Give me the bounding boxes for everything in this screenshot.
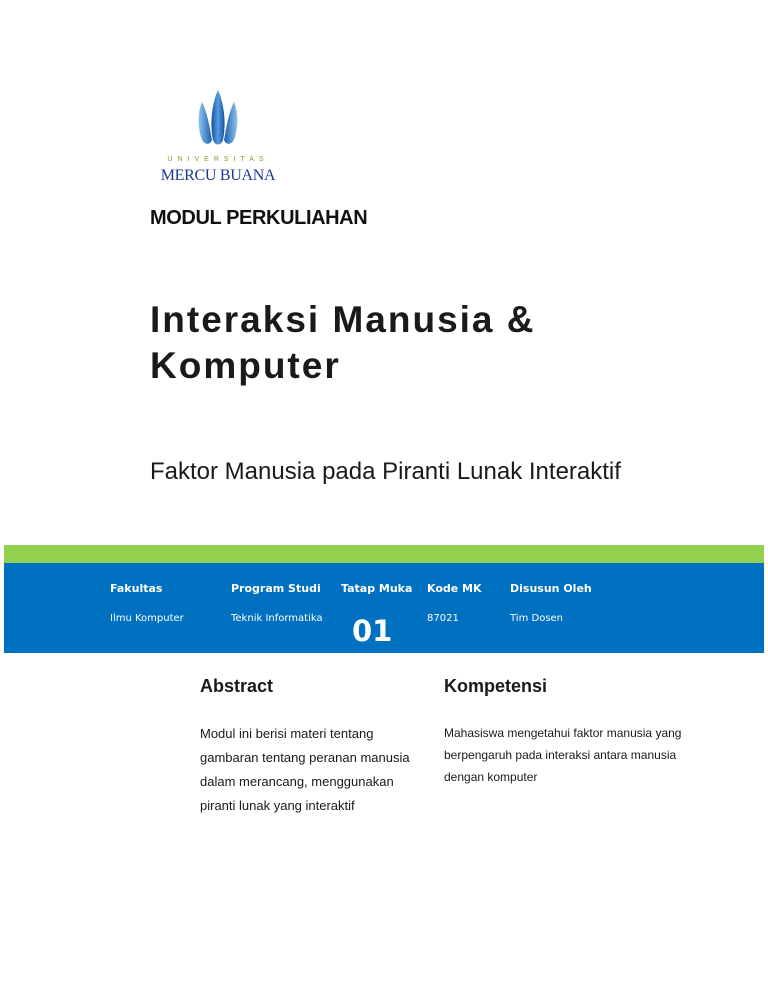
disusun-oleh-value: Tim Dosen (510, 613, 564, 624)
kompetensi-heading: Kompetensi (444, 676, 548, 696)
kode-mk-header: Kode MK (427, 582, 482, 595)
logo-university-name: MERCU BUANA (160, 167, 276, 184)
tatap-muka-header: Tatap Muka (341, 582, 413, 595)
tatap-muka-value: 01 (352, 614, 393, 648)
page-subtitle: Faktor Manusia pada Piranti Lunak Interaktif (150, 458, 621, 485)
green-accent-bar (4, 545, 764, 563)
module-label: MODUL PERKULIAHAN (150, 207, 368, 229)
fakultas-value: Ilmu Komputer (110, 613, 184, 624)
logo-university-label: UNIVERSITAS (167, 156, 269, 163)
abstract-text: Modul ini berisi materi tentang gambaran tentang peranan manusia dalam merancang, menggunakan piranti lunak yang interaktif (200, 726, 410, 813)
kompetensi-text: Mahasiswa mengetahui faktor manusia yang berpengaruh pada interaksi antara manusia dengan komputer (444, 726, 682, 784)
program-studi-value: Teknik Informatika (231, 613, 323, 624)
abstract-heading: Abstract (200, 676, 274, 696)
disusun-oleh-header: Disusun Oleh (510, 582, 592, 595)
kode-mk-value: 87021 (427, 613, 459, 624)
university-logo (150, 82, 286, 188)
fakultas-header: Fakultas (110, 582, 163, 595)
flame-emblem-icon (150, 82, 286, 158)
program-studi-header: Program Studi (231, 582, 321, 595)
page-title: Interaksi Manusia & Komputer (150, 299, 536, 386)
